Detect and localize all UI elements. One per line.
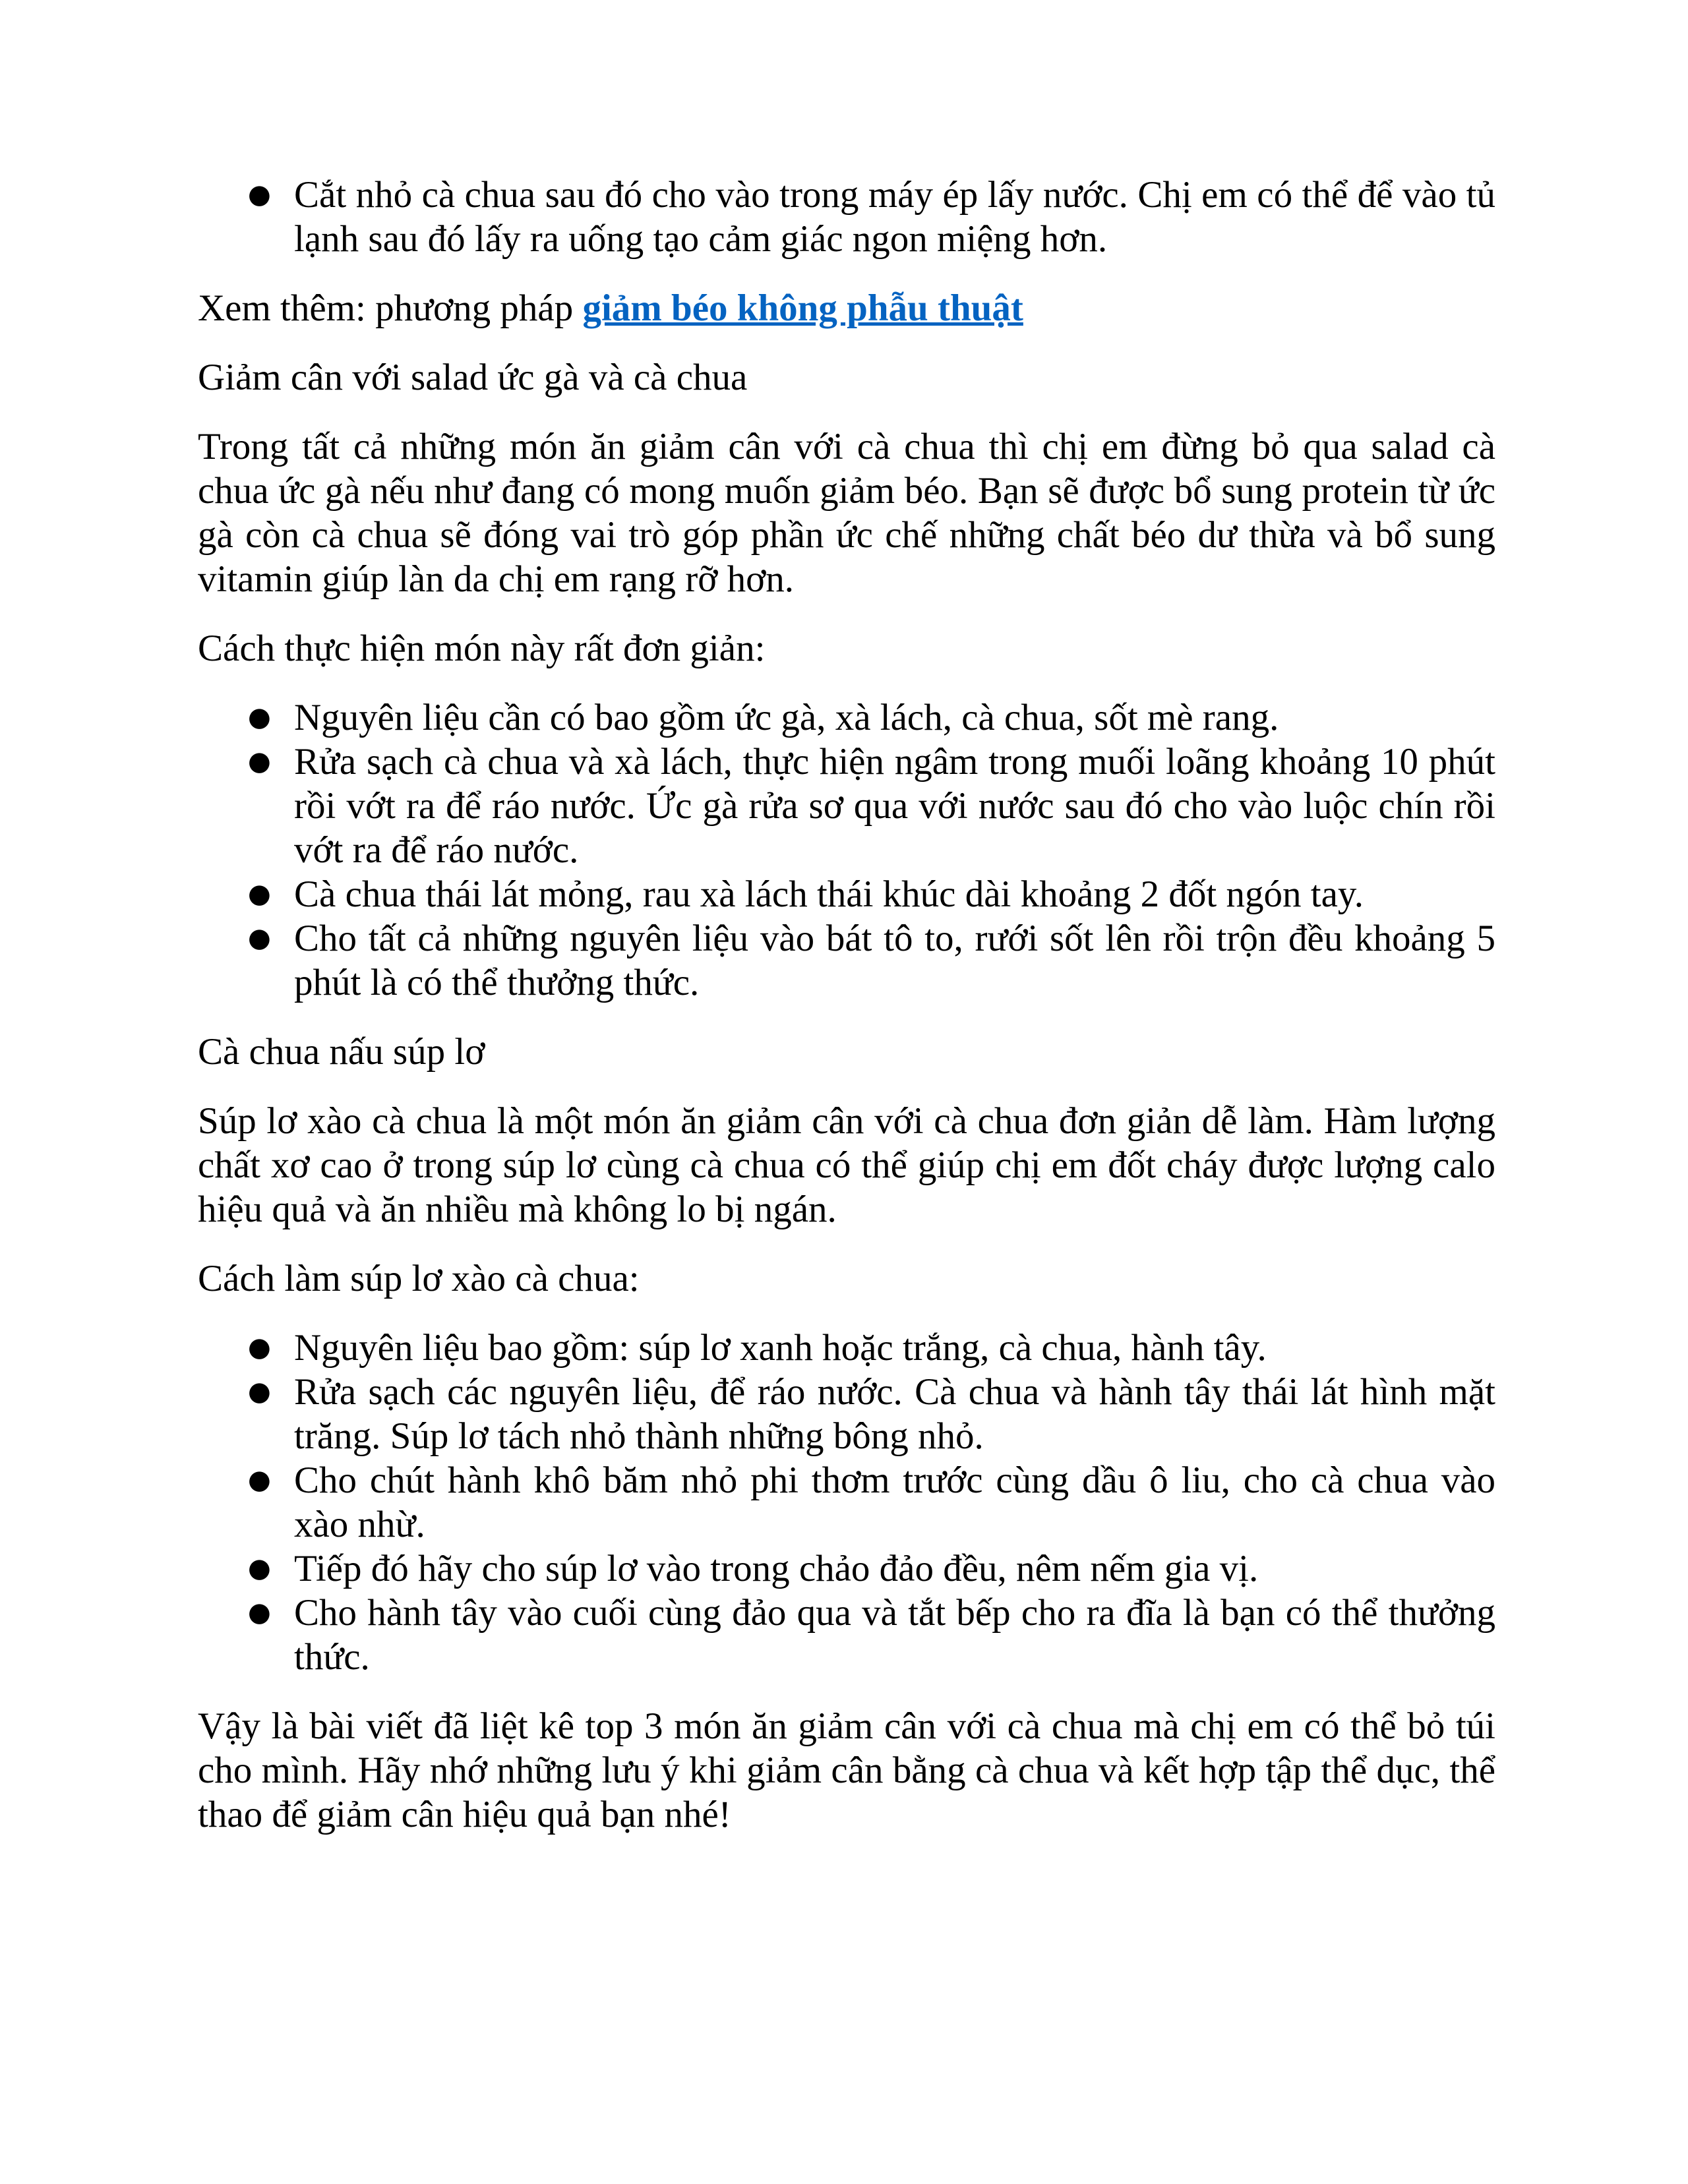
bullet-icon: ● — [248, 1465, 271, 1495]
soup-section-heading: Cà chua nấu súp lơ — [198, 1031, 485, 1073]
list-item-text: Cho tất cả những nguyên liệu vào bát tô to, rưới sốt lên rồi trộn đều khoảng 5 phút là có thể thưởng thức. — [294, 918, 1495, 1003]
bullet-icon: ● — [248, 702, 271, 732]
soup-steps-list — [198, 1326, 1495, 1679]
see-more-prefix: Xem thêm: phương pháp — [198, 287, 583, 329]
list-item-text: Nguyên liệu bao gồm: súp lơ xanh hoặc trắng, cà chua, hành tây. — [294, 1327, 1267, 1369]
list-item — [248, 1591, 1495, 1679]
list-item — [248, 1458, 1495, 1547]
soup-intro-paragraph: Súp lơ xào cà chua là một món ăn giảm cân với cà chua đơn giản dễ làm. Hàm lượng chất xơ cao ở trong súp lơ cùng cà chua có thể giúp chị em đốt cháy được lượng calo hiệu quả và ăn nhiều mà không lo bị ngán. — [198, 1100, 1495, 1230]
list-item — [248, 1326, 1495, 1370]
bullet-icon: ● — [248, 746, 271, 777]
list-item — [248, 740, 1495, 872]
list-item — [248, 1547, 1495, 1591]
bullet-icon: ● — [248, 879, 271, 909]
list-item-text: Cho chút hành khô băm nhỏ phi thơm trước cùng dầu ô liu, cho cà chua vào xào nhừ. — [294, 1460, 1495, 1545]
list-item — [248, 695, 1495, 740]
list-item-text: Rửa sạch cà chua và xà lách, thực hiện ngâm trong muối loãng khoảng 10 phút rồi vớt ra để ráo nước. Ức gà rửa sơ qua với nước sau đó cho vào luộc chín rồi vớt ra để ráo nước. — [294, 741, 1495, 871]
bullet-icon: ● — [248, 1332, 271, 1363]
list-item — [248, 916, 1495, 1005]
see-more-paragraph — [198, 286, 1495, 330]
list-item-text: Cắt nhỏ cà chua sau đó cho vào trong máy ép lấy nước. Chị em có thể để vào tủ lạnh sau đó lấy ra uống tạo cảm giác ngon miệng hơn. — [294, 174, 1495, 260]
salad-steps-intro: Cách thực hiện món này rất đơn giản: — [198, 628, 766, 669]
list-item-text: Nguyên liệu cần có bao gồm ức gà, xà lách, cà chua, sốt mè rang. — [294, 697, 1279, 738]
bullet-icon: ● — [248, 1597, 271, 1628]
salad-intro-paragraph: Trong tất cả những món ăn giảm cân với cà chua thì chị em đừng bỏ qua salad cà chua ức gà nếu như đang có mong muốn giảm béo. Bạn sẽ được bổ sung protein từ ức gà còn cà chua sẽ đóng vai trò góp phần ức chế những chất béo dư thừa và bổ sung vitamin giúp làn da chị em rạng rỡ hơn. — [198, 426, 1495, 600]
list-item-text: Cà chua thái lát mỏng, rau xà lách thái khúc dài khoảng 2 đốt ngón tay. — [294, 873, 1364, 915]
list-item-text: Cho hành tây vào cuối cùng đảo qua và tắt bếp cho ra đĩa là bạn có thể thưởng thức. — [294, 1592, 1495, 1678]
closing-paragraph: Vậy là bài viết đã liệt kê top 3 món ăn giảm cân với cà chua mà chị em có thể bỏ túi cho mình. Hãy nhớ những lưu ý khi giảm cân bằng cà chua và kết hợp tập thể dục, thể thao để giảm cân hiệu quả bạn nhé! — [198, 1705, 1495, 1835]
intro-bullet-list — [198, 173, 1495, 261]
list-item-text: Rửa sạch các nguyên liệu, để ráo nước. Cà chua và hành tây thái lát hình mặt trăng. Súp lơ tách nhỏ thành những bông nhỏ. — [294, 1371, 1495, 1457]
salad-steps-list — [198, 695, 1495, 1005]
list-item-text: Tiếp đó hãy cho súp lơ vào trong chảo đảo đều, nêm nếm gia vị. — [294, 1548, 1259, 1589]
bullet-icon: ● — [248, 1376, 271, 1407]
bullet-icon: ● — [248, 923, 271, 953]
list-item — [248, 1370, 1495, 1458]
weight-loss-link[interactable]: giảm béo không phẫu thuật — [582, 287, 1023, 329]
soup-steps-intro: Cách làm súp lơ xào cà chua: — [198, 1258, 640, 1299]
bullet-icon: ● — [248, 1553, 271, 1583]
list-item — [248, 173, 1495, 261]
list-item — [248, 872, 1495, 916]
bullet-icon: ● — [248, 179, 271, 210]
salad-section-heading: Giảm cân với salad ức gà và cà chua — [198, 357, 748, 398]
